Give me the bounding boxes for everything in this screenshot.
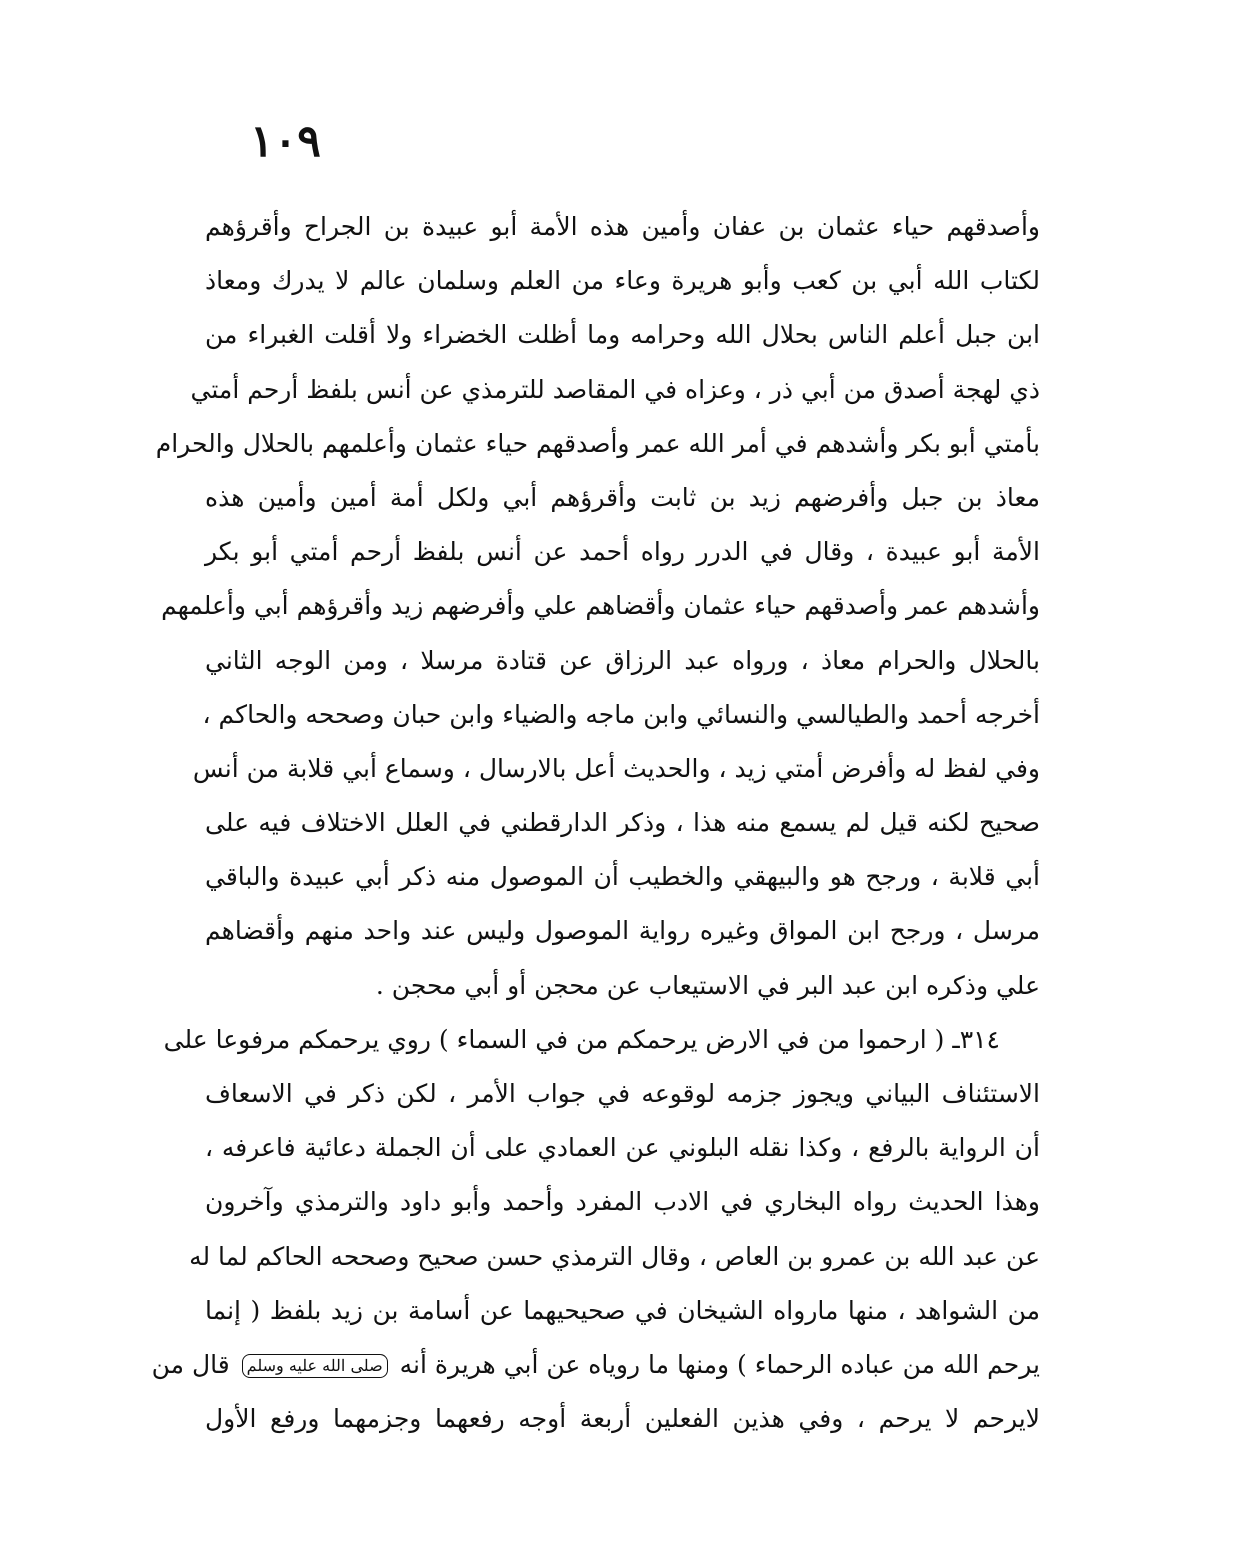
text-line: أخرجه أحمد والطيالسي والنسائي وابن ماجه والضياء وابن حبان وصححه والحاكم ،	[202, 699, 1040, 729]
text-line: معاذ بن جبل وأفرضهم زيد بن ثابت وأقرؤهم أبي ولكل أمة أمين وأمين هذه	[205, 482, 1040, 512]
text-line: مرسل ، ورجح ابن المواق وغيره رواية الموصول وليس عند واحد منهم وأقضاهم	[205, 916, 1040, 946]
page-number: ١٠٩	[250, 116, 321, 167]
text-line: علي وذكره ابن عبد البر في الاستيعاب عن محجن أو أبي محجن .	[375, 970, 1040, 1000]
text-line: بالحلال والحرام معاذ ، ورواه عبد الرزاق عن قتادة مرسلا ، ومن الوجه الثاني	[205, 645, 1040, 675]
text-line: ذي لهجة أصدق من أبي ذر ، وعزاه في المقاصد للترمذي عن أنس بلفظ أرحم أمتي	[190, 374, 1040, 404]
text-line: ابن جبل أعلم الناس بحلال الله وحرامه وما أظلت الخضراء ولا أقلت الغبراء من	[205, 320, 1040, 350]
text-line: بأمتي أبو بكر وأشدهم في أمر الله عمر وأصدقهم حياء عثمان وأعلمهم بالحلال والحرام	[155, 428, 1040, 458]
text-line: وأشدهم عمر وأصدقهم حياء عثمان وأقضاهم علي وأفرضهم زيد وأقرؤهم أبي وأعلمهم	[161, 591, 1040, 621]
text-line: لكتاب الله أبي بن كعب وأبو هريرة وعاء من العلم وسلمان عالم لا يدرك ومعاذ	[205, 266, 1040, 296]
text-segment: قال من	[151, 1349, 230, 1379]
text-line: أبي قلابة ، ورجح هو والبيهقي والخطيب أن الموصول منه ذكر أبي عبيدة والباقي	[205, 862, 1040, 892]
text-line: الأمة أبو عبيدة ، وقال في الدرر رواه أحمد عن أنس بلفظ أرحم أمتي أبو بكر	[205, 537, 1040, 567]
text-line: وفي لفظ له وأفرض أمتي زيد ، والحديث أعل بالارسال ، وسماع أبي قلابة من أنس	[192, 753, 1040, 783]
body-text	[151, 200, 1040, 1446]
text-line-with-honorific	[151, 1338, 1040, 1392]
text-line: صحيح لكنه قيل لم يسمع منه هذا ، وذكر الدارقطني في العلل الاختلاف فيه على	[205, 808, 1040, 838]
honorific-icon: صلى الله عليه وسلم	[242, 1354, 388, 1378]
text-line: الاستئناف البياني ويجوز جزمه لوقوعه في جواب الأمر ، لكن ذكر في الاسعاف	[205, 1079, 1040, 1108]
text-segment: يرحم الله من عباده الرحماء ) ومنها ما روياه عن أبي هريرة أنه	[399, 1349, 1040, 1379]
text-line: من الشواهد ، منها مارواه الشيخان في صحيحيهما عن أسامة بن زيد بلفظ ( إنما	[205, 1295, 1040, 1325]
hadith-heading-line: ٣١٤ـ ( ارحموا من في الارض يرحمكم من في السماء ) روي يرحمكم مرفوعا على	[163, 1024, 1000, 1054]
text-line: أن الرواية بالرفع ، وكذا نقله البلوني عن العمادي على أن الجملة دعائية فاعرفه ،	[205, 1133, 1040, 1163]
text-line: وأصدقهم حياء عثمان بن عفان وأمين هذه الأمة أبو عبيدة بن الجراح وأقرؤهم	[205, 212, 1040, 241]
text-line: وهذا الحديث رواه البخاري في الادب المفرد وأحمد وأبو داود والترمذي وآخرون	[205, 1187, 1040, 1217]
text-line: عن عبد الله بن عمرو بن العاص ، وقال الترمذي حسن صحيح وصححه الحاكم لما له	[189, 1241, 1040, 1271]
text-line: لايرحم لا يرحم ، وفي هذين الفعلين أربعة أوجه رفعهما وجزمهما ورفع الأول	[205, 1404, 1040, 1434]
